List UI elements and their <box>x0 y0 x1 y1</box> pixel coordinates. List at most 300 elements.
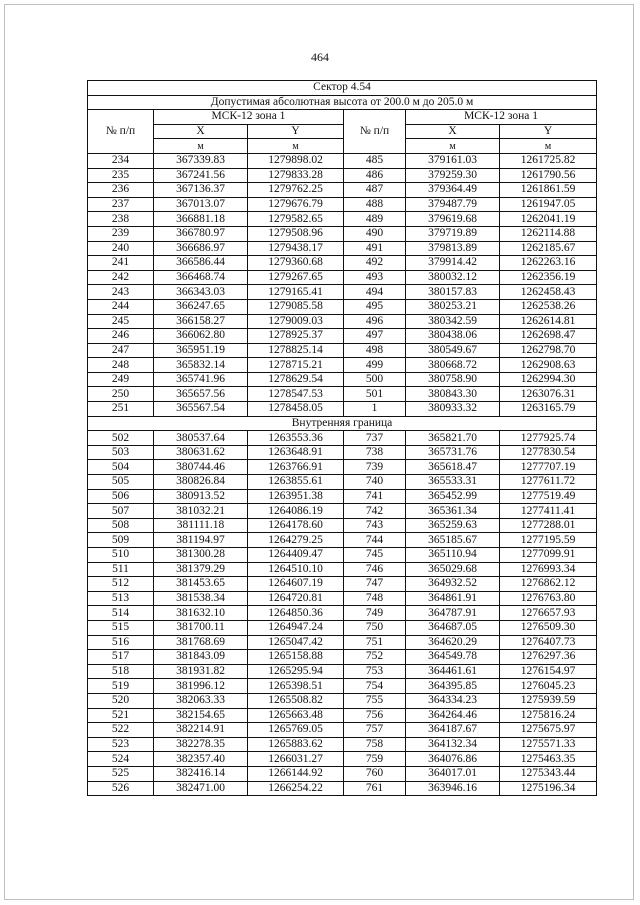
coord-x-left: 366062.80 <box>154 329 248 344</box>
coord-y-left: 1264947.24 <box>248 620 344 635</box>
point-number-right: 740 <box>344 475 406 490</box>
table-row <box>88 708 597 723</box>
coord-x-left: 381032.21 <box>154 504 248 519</box>
header-num-left: № п/п <box>88 110 154 154</box>
coord-x-right: 380438.06 <box>406 329 500 344</box>
coord-y-right: 1262698.47 <box>500 329 597 344</box>
table-row <box>88 226 597 241</box>
coord-x-left: 366247.65 <box>154 299 248 314</box>
point-number-right: 492 <box>344 256 406 271</box>
point-number-right: 499 <box>344 358 406 373</box>
point-number-right: 743 <box>344 518 406 533</box>
table-row <box>88 679 597 694</box>
coord-y-right: 1262458.43 <box>500 285 597 300</box>
point-number-right: 500 <box>344 372 406 387</box>
point-number-left: 525 <box>88 766 154 781</box>
coord-y-left: 1278925.37 <box>248 329 344 344</box>
header-x-left: X <box>154 124 248 139</box>
coord-x-right: 365731.76 <box>406 445 500 460</box>
coord-x-right: 379259.30 <box>406 168 500 183</box>
coord-x-left: 381843.09 <box>154 650 248 665</box>
table-row <box>88 664 597 679</box>
point-number-right: 747 <box>344 577 406 592</box>
table-row <box>88 635 597 650</box>
point-number-right: 757 <box>344 723 406 738</box>
table-row <box>88 183 597 198</box>
coord-x-right: 379619.68 <box>406 212 500 227</box>
coord-y-left: 1264409.47 <box>248 548 344 563</box>
point-number-right: 493 <box>344 270 406 285</box>
coord-x-left: 382471.00 <box>154 781 248 796</box>
coord-x-right: 364187.67 <box>406 723 500 738</box>
point-number-left: 522 <box>88 723 154 738</box>
sector-title: Сектор 4.54 <box>88 81 597 96</box>
coord-y-left: 1279582.65 <box>248 212 344 227</box>
coord-y-right: 1262263.16 <box>500 256 597 271</box>
coord-x-left: 365657.56 <box>154 387 248 402</box>
coord-y-right: 1275196.34 <box>500 781 597 796</box>
point-number-right: 489 <box>344 212 406 227</box>
coord-y-left: 1264086.19 <box>248 504 344 519</box>
point-number-left: 251 <box>88 402 154 417</box>
point-number-left: 520 <box>88 693 154 708</box>
point-number-right: 750 <box>344 620 406 635</box>
point-number-left: 503 <box>88 445 154 460</box>
point-number-right: 486 <box>344 168 406 183</box>
point-number-left: 247 <box>88 343 154 358</box>
table-row <box>88 489 597 504</box>
table-row <box>88 562 597 577</box>
table-row <box>88 650 597 665</box>
point-number-right: 749 <box>344 606 406 621</box>
point-number-left: 236 <box>88 183 154 198</box>
table-row <box>88 737 597 752</box>
point-number-left: 239 <box>88 226 154 241</box>
point-number-left: 513 <box>88 591 154 606</box>
section-inner-title: Внутренняя граница <box>88 416 597 431</box>
point-number-right: 485 <box>344 153 406 168</box>
header-x-right: X <box>406 124 500 139</box>
coord-x-right: 365361.34 <box>406 504 500 519</box>
coord-y-right: 1262614.81 <box>500 314 597 329</box>
coord-y-left: 1264279.25 <box>248 533 344 548</box>
table-row <box>88 270 597 285</box>
coord-y-left: 1279762.25 <box>248 183 344 198</box>
coord-y-left: 1264850.36 <box>248 606 344 621</box>
coord-x-left: 380631.62 <box>154 445 248 460</box>
coord-y-right: 1277099.91 <box>500 548 597 563</box>
coord-x-left: 367013.07 <box>154 197 248 212</box>
point-number-left: 526 <box>88 781 154 796</box>
coord-x-right: 363946.16 <box>406 781 500 796</box>
coord-x-left: 381768.69 <box>154 635 248 650</box>
point-number-left: 250 <box>88 387 154 402</box>
table-row <box>88 781 597 796</box>
coord-y-left: 1266144.92 <box>248 766 344 781</box>
table-row <box>88 723 597 738</box>
height-range: Допустимая абсолютная высота от 200.0 м до 205.0 м <box>88 95 597 110</box>
point-number-left: 234 <box>88 153 154 168</box>
coord-y-left: 1265769.05 <box>248 723 344 738</box>
coord-x-left: 380826.84 <box>154 475 248 490</box>
coord-x-left: 365741.96 <box>154 372 248 387</box>
table-row <box>88 153 597 168</box>
coord-y-right: 1276763.80 <box>500 591 597 606</box>
table-row <box>88 372 597 387</box>
coord-y-right: 1262908.63 <box>500 358 597 373</box>
coord-x-left: 366586.44 <box>154 256 248 271</box>
coord-y-left: 1278458.05 <box>248 402 344 417</box>
unit-x-left: м <box>154 139 248 154</box>
table-row <box>88 445 597 460</box>
coord-y-right: 1262185.67 <box>500 241 597 256</box>
coord-x-right: 379914.42 <box>406 256 500 271</box>
point-number-left: 245 <box>88 314 154 329</box>
coord-y-right: 1277411.41 <box>500 504 597 519</box>
point-number-left: 515 <box>88 620 154 635</box>
point-number-right: 739 <box>344 460 406 475</box>
coord-x-left: 382416.14 <box>154 766 248 781</box>
coord-x-left: 381632.10 <box>154 606 248 621</box>
coord-y-right: 1277830.54 <box>500 445 597 460</box>
coord-x-right: 365618.47 <box>406 460 500 475</box>
point-number-left: 507 <box>88 504 154 519</box>
coord-y-right: 1277519.49 <box>500 489 597 504</box>
point-number-left: 521 <box>88 708 154 723</box>
table-row <box>88 299 597 314</box>
point-number-right: 744 <box>344 533 406 548</box>
coord-y-right: 1276045.23 <box>500 679 597 694</box>
coord-x-left: 367339.83 <box>154 153 248 168</box>
point-number-right: 758 <box>344 737 406 752</box>
coord-x-right: 364687.05 <box>406 620 500 635</box>
coord-y-right: 1276993.34 <box>500 562 597 577</box>
point-number-left: 238 <box>88 212 154 227</box>
coord-y-left: 1264510.10 <box>248 562 344 577</box>
header-num-right: № п/п <box>344 110 406 154</box>
table-row <box>88 606 597 621</box>
coord-y-right: 1262114.88 <box>500 226 597 241</box>
table-row <box>88 475 597 490</box>
point-number-left: 523 <box>88 737 154 752</box>
table-row <box>88 620 597 635</box>
coord-x-left: 381300.28 <box>154 548 248 563</box>
coord-y-right: 1276407.73 <box>500 635 597 650</box>
coord-y-right: 1276154.97 <box>500 664 597 679</box>
coord-y-right: 1261947.05 <box>500 197 597 212</box>
coord-y-left: 1279085.58 <box>248 299 344 314</box>
table-row <box>88 548 597 563</box>
section-row <box>88 416 597 431</box>
point-number-left: 242 <box>88 270 154 285</box>
point-number-left: 502 <box>88 431 154 446</box>
coord-x-left: 382154.65 <box>154 708 248 723</box>
coord-x-left: 380537.64 <box>154 431 248 446</box>
coord-x-right: 379719.89 <box>406 226 500 241</box>
coord-x-left: 381111.18 <box>154 518 248 533</box>
coord-x-left: 381996.12 <box>154 679 248 694</box>
coord-y-left: 1266254.22 <box>248 781 344 796</box>
coord-y-right: 1261725.82 <box>500 153 597 168</box>
point-number-left: 516 <box>88 635 154 650</box>
point-number-right: 745 <box>344 548 406 563</box>
coord-x-right: 365110.94 <box>406 548 500 563</box>
coord-y-right: 1277611.72 <box>500 475 597 490</box>
coord-y-left: 1263951.38 <box>248 489 344 504</box>
page-number: 464 <box>311 50 329 64</box>
coord-y-left: 1263855.61 <box>248 475 344 490</box>
point-number-right: 760 <box>344 766 406 781</box>
coord-y-right: 1262356.19 <box>500 270 597 285</box>
coord-y-right: 1262041.19 <box>500 212 597 227</box>
point-number-left: 235 <box>88 168 154 183</box>
coord-x-right: 380253.21 <box>406 299 500 314</box>
coord-x-right: 380843.30 <box>406 387 500 402</box>
point-number-left: 506 <box>88 489 154 504</box>
point-number-right: 756 <box>344 708 406 723</box>
coord-x-left: 365567.54 <box>154 402 248 417</box>
coord-x-left: 381194.97 <box>154 533 248 548</box>
coord-y-right: 1277707.19 <box>500 460 597 475</box>
table-row <box>88 387 597 402</box>
coord-x-left: 380744.46 <box>154 460 248 475</box>
coord-y-right: 1276657.93 <box>500 606 597 621</box>
coord-y-left: 1265883.62 <box>248 737 344 752</box>
coord-x-right: 364264.46 <box>406 708 500 723</box>
point-number-left: 249 <box>88 372 154 387</box>
point-number-left: 248 <box>88 358 154 373</box>
coord-x-left: 366343.03 <box>154 285 248 300</box>
coord-y-left: 1279009.03 <box>248 314 344 329</box>
point-number-right: 495 <box>344 299 406 314</box>
point-number-right: 494 <box>344 285 406 300</box>
coord-y-left: 1278629.54 <box>248 372 344 387</box>
coord-x-left: 366780.97 <box>154 226 248 241</box>
coord-y-left: 1264607.19 <box>248 577 344 592</box>
header-system-left: МСК-12 зона 1 <box>154 110 344 125</box>
unit-y-right: м <box>500 139 597 154</box>
coord-x-right: 365259.63 <box>406 518 500 533</box>
table-row <box>88 460 597 475</box>
table-row <box>88 241 597 256</box>
point-number-right: 737 <box>344 431 406 446</box>
coord-x-right: 364395.85 <box>406 679 500 694</box>
point-number-right: 759 <box>344 752 406 767</box>
point-number-left: 509 <box>88 533 154 548</box>
coord-y-left: 1265508.82 <box>248 693 344 708</box>
coord-x-right: 364787.91 <box>406 606 500 621</box>
point-number-left: 514 <box>88 606 154 621</box>
coordinates-table-body <box>88 81 597 796</box>
coord-x-right: 364549.78 <box>406 650 500 665</box>
table-row <box>88 431 597 446</box>
point-number-right: 501 <box>344 387 406 402</box>
coord-y-left: 1265158.88 <box>248 650 344 665</box>
header-y-left: Y <box>248 124 344 139</box>
coord-x-left: 367241.56 <box>154 168 248 183</box>
point-number-left: 510 <box>88 548 154 563</box>
coord-x-right: 380933.32 <box>406 402 500 417</box>
coord-x-left: 381538.34 <box>154 591 248 606</box>
coord-y-right: 1263165.79 <box>500 402 597 417</box>
coord-x-right: 380549.67 <box>406 343 500 358</box>
point-number-left: 246 <box>88 329 154 344</box>
coord-x-right: 365185.67 <box>406 533 500 548</box>
table-row <box>88 766 597 781</box>
coord-y-left: 1264720.81 <box>248 591 344 606</box>
coord-y-right: 1275571.33 <box>500 737 597 752</box>
coord-x-right: 379813.89 <box>406 241 500 256</box>
point-number-right: 753 <box>344 664 406 679</box>
coord-x-left: 365951.19 <box>154 343 248 358</box>
point-number-left: 508 <box>88 518 154 533</box>
table-row <box>88 212 597 227</box>
point-number-right: 742 <box>344 504 406 519</box>
coord-y-right: 1275463.35 <box>500 752 597 767</box>
coord-y-left: 1263553.36 <box>248 431 344 446</box>
table-row <box>88 285 597 300</box>
coord-y-right: 1277288.01 <box>500 518 597 533</box>
coord-x-left: 365832.14 <box>154 358 248 373</box>
point-number-right: 738 <box>344 445 406 460</box>
point-number-left: 512 <box>88 577 154 592</box>
table-row <box>88 402 597 417</box>
coord-x-right: 364620.29 <box>406 635 500 650</box>
coord-y-right: 1263076.31 <box>500 387 597 402</box>
point-number-right: 497 <box>344 329 406 344</box>
unit-x-right: м <box>406 139 500 154</box>
coord-y-right: 1262798.70 <box>500 343 597 358</box>
point-number-left: 505 <box>88 475 154 490</box>
table-row <box>88 693 597 708</box>
coord-y-left: 1263648.91 <box>248 445 344 460</box>
point-number-right: 741 <box>344 489 406 504</box>
point-number-left: 524 <box>88 752 154 767</box>
coord-x-left: 382357.40 <box>154 752 248 767</box>
coord-x-left: 366881.18 <box>154 212 248 227</box>
point-number-right: 496 <box>344 314 406 329</box>
coord-x-right: 364461.61 <box>406 664 500 679</box>
coordinates-table <box>87 80 597 796</box>
table-row <box>88 504 597 519</box>
coord-y-left: 1279267.65 <box>248 270 344 285</box>
coord-x-right: 365533.31 <box>406 475 500 490</box>
table-row <box>88 256 597 271</box>
coord-x-left: 366468.74 <box>154 270 248 285</box>
coord-x-left: 382278.35 <box>154 737 248 752</box>
coord-y-left: 1265398.51 <box>248 679 344 694</box>
coord-y-left: 1265047.42 <box>248 635 344 650</box>
coord-y-left: 1265295.94 <box>248 664 344 679</box>
coord-x-right: 380758.90 <box>406 372 500 387</box>
table-row <box>88 343 597 358</box>
table-row <box>88 533 597 548</box>
coord-x-right: 380032.12 <box>406 270 500 285</box>
coord-y-left: 1279165.41 <box>248 285 344 300</box>
coord-y-right: 1275939.59 <box>500 693 597 708</box>
coord-x-right: 365452.99 <box>406 489 500 504</box>
point-number-right: 751 <box>344 635 406 650</box>
coord-y-left: 1279898.02 <box>248 153 344 168</box>
point-number-left: 511 <box>88 562 154 577</box>
point-number-left: 518 <box>88 664 154 679</box>
coord-y-left: 1279508.96 <box>248 226 344 241</box>
point-number-right: 746 <box>344 562 406 577</box>
coord-x-right: 380668.72 <box>406 358 500 373</box>
coord-y-right: 1275816.24 <box>500 708 597 723</box>
coord-x-right: 380157.83 <box>406 285 500 300</box>
point-number-right: 755 <box>344 693 406 708</box>
point-number-left: 244 <box>88 299 154 314</box>
point-number-left: 240 <box>88 241 154 256</box>
coord-y-left: 1278547.53 <box>248 387 344 402</box>
coord-y-right: 1276509.30 <box>500 620 597 635</box>
table-row <box>88 591 597 606</box>
coord-x-right: 379161.03 <box>406 153 500 168</box>
coord-y-right: 1277925.74 <box>500 431 597 446</box>
point-number-right: 1 <box>344 402 406 417</box>
point-number-left: 519 <box>88 679 154 694</box>
coord-x-left: 381379.29 <box>154 562 248 577</box>
point-number-right: 488 <box>344 197 406 212</box>
coord-y-right: 1276297.36 <box>500 650 597 665</box>
coord-y-left: 1279833.28 <box>248 168 344 183</box>
point-number-right: 748 <box>344 591 406 606</box>
point-number-right: 490 <box>344 226 406 241</box>
table-row <box>88 168 597 183</box>
coord-x-left: 366158.27 <box>154 314 248 329</box>
point-number-right: 487 <box>344 183 406 198</box>
coord-x-left: 367136.37 <box>154 183 248 198</box>
coord-y-right: 1262538.26 <box>500 299 597 314</box>
point-number-left: 241 <box>88 256 154 271</box>
coord-y-left: 1279676.79 <box>248 197 344 212</box>
point-number-right: 754 <box>344 679 406 694</box>
table-row <box>88 314 597 329</box>
coord-y-left: 1266031.27 <box>248 752 344 767</box>
unit-y-left: м <box>248 139 344 154</box>
coord-x-left: 382214.91 <box>154 723 248 738</box>
coord-x-left: 380913.52 <box>154 489 248 504</box>
coord-x-right: 364334.23 <box>406 693 500 708</box>
coord-y-right: 1277195.59 <box>500 533 597 548</box>
coord-y-left: 1279360.68 <box>248 256 344 271</box>
header-system-right: МСК-12 зона 1 <box>406 110 597 125</box>
point-number-left: 243 <box>88 285 154 300</box>
coord-y-left: 1263766.91 <box>248 460 344 475</box>
coord-x-right: 364017.01 <box>406 766 500 781</box>
coord-x-left: 382063.33 <box>154 693 248 708</box>
coord-x-right: 365029.68 <box>406 562 500 577</box>
coord-x-right: 364076.86 <box>406 752 500 767</box>
table-row <box>88 518 597 533</box>
point-number-left: 517 <box>88 650 154 665</box>
coord-y-right: 1275675.97 <box>500 723 597 738</box>
coord-y-right: 1261861.59 <box>500 183 597 198</box>
point-number-right: 761 <box>344 781 406 796</box>
coord-x-left: 366686.97 <box>154 241 248 256</box>
table-row <box>88 577 597 592</box>
coord-y-right: 1276862.12 <box>500 577 597 592</box>
point-number-left: 237 <box>88 197 154 212</box>
coord-y-right: 1275343.44 <box>500 766 597 781</box>
coord-x-left: 381453.65 <box>154 577 248 592</box>
table-row <box>88 358 597 373</box>
coord-x-right: 364932.52 <box>406 577 500 592</box>
header-y-right: Y <box>500 124 597 139</box>
coord-x-left: 381931.82 <box>154 664 248 679</box>
table-row <box>88 197 597 212</box>
